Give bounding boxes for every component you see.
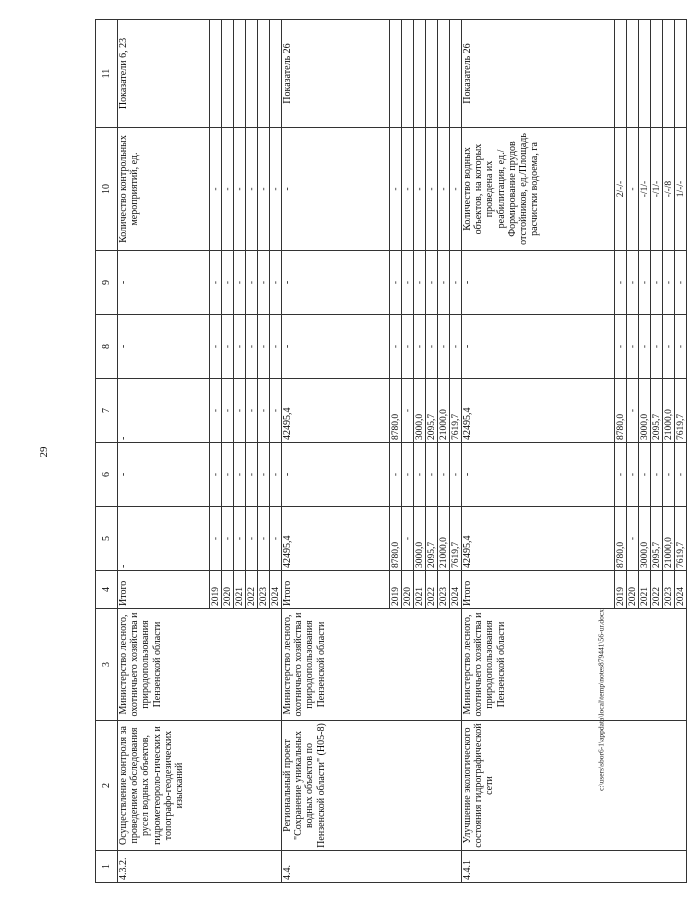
year-cell: 2022 — [246, 571, 258, 609]
column-number-cell: 7 — [96, 379, 118, 443]
amount-cell: 8780,0 — [615, 379, 627, 443]
amount-cell: - — [438, 443, 450, 507]
amount-cell: - — [462, 251, 615, 315]
year-cell: 2024 — [450, 571, 462, 609]
target-cell — [210, 20, 222, 128]
year-cell: 2021 — [234, 571, 246, 609]
indicator-cell: - — [282, 128, 390, 251]
amount-cell: - — [222, 251, 234, 315]
amount-cell: 3000,0 — [414, 507, 426, 571]
indicator-cell: -/1/- — [639, 128, 651, 251]
amount-cell: - — [210, 315, 222, 379]
amount-cell: - — [282, 443, 390, 507]
amount-cell: - — [627, 315, 639, 379]
year-cell: 2020 — [222, 571, 234, 609]
amount-cell: - — [282, 251, 390, 315]
column-number-cell: 2 — [96, 721, 118, 851]
amount-cell: - — [210, 507, 222, 571]
column-number-cell: 11 — [96, 20, 118, 128]
measure-name-cell: Региональный проект "Сохранение уникальных водных объектов по Пензенской области" (Н05-8) — [282, 721, 462, 851]
year-cell: 2023 — [663, 571, 675, 609]
amount-cell: - — [270, 443, 282, 507]
amount-cell: - — [675, 315, 687, 379]
table-row — [462, 20, 615, 883]
amount-cell: 3000,0 — [639, 507, 651, 571]
indicator-cell: - — [234, 128, 246, 251]
amount-cell: - — [627, 251, 639, 315]
amount-cell: - — [675, 443, 687, 507]
amount-cell: - — [222, 507, 234, 571]
amount-cell: 7619,7 — [450, 379, 462, 443]
indicator-cell: - — [438, 128, 450, 251]
amount-cell: 7619,7 — [450, 507, 462, 571]
amount-cell: 8780,0 — [390, 379, 402, 443]
amount-cell: 3000,0 — [414, 379, 426, 443]
amount-cell: 42495,4 — [282, 507, 390, 571]
amount-cell: - — [246, 251, 258, 315]
amount-cell: - — [246, 507, 258, 571]
target-cell — [426, 20, 438, 128]
amount-cell: - — [246, 379, 258, 443]
target-cell — [234, 20, 246, 128]
executor-cell: Министерство лесного, охотничьего хозяйства и природопользования Пензенской области — [462, 609, 687, 721]
measure-name-cell: Улучшение экологического состояния гидрографической сети — [462, 721, 687, 851]
amount-cell: - — [627, 379, 639, 443]
indicator-cell: -/1/- — [651, 128, 663, 251]
indicator-cell: Количество контрольных мероприятий, ед. — [118, 128, 210, 251]
target-cell — [402, 20, 414, 128]
indicator-cell: - — [210, 128, 222, 251]
amount-cell: - — [462, 315, 615, 379]
amount-cell: - — [651, 443, 663, 507]
target-cell — [438, 20, 450, 128]
column-number-cell: 6 — [96, 443, 118, 507]
table-row — [282, 20, 390, 883]
amount-cell: 21000,0 — [438, 379, 450, 443]
amount-cell: - — [258, 379, 270, 443]
amount-cell: 3000,0 — [639, 379, 651, 443]
indicator-cell: - — [414, 128, 426, 251]
amount-cell: - — [639, 443, 651, 507]
column-number-cell: 4 — [96, 571, 118, 609]
amount-cell: - — [270, 379, 282, 443]
item-number-cell: 4.3.2. — [118, 851, 282, 883]
amount-cell: - — [402, 443, 414, 507]
amount-cell: 21000,0 — [663, 379, 675, 443]
measure-name-cell: Осуществление контроля за проведением обследования русел водных объектов, гидрометеороло-гических и топографо-геодезических изысканий — [118, 721, 282, 851]
indicator-cell: - — [402, 128, 414, 251]
amount-cell: - — [258, 443, 270, 507]
target-cell — [651, 20, 663, 128]
amount-cell: - — [390, 251, 402, 315]
year-cell: 2021 — [414, 571, 426, 609]
amount-cell: 42495,4 — [282, 379, 390, 443]
amount-cell: - — [234, 379, 246, 443]
amount-cell: - — [258, 315, 270, 379]
year-cell: Итого — [462, 571, 615, 609]
amount-cell: - — [246, 443, 258, 507]
executor-cell: Министерство лесного, охотничьего хозяйства и природопользования Пензенской области — [282, 609, 462, 721]
amount-cell: - — [426, 443, 438, 507]
amount-cell: - — [390, 443, 402, 507]
year-cell: 2020 — [627, 571, 639, 609]
indicator-cell: - — [270, 128, 282, 251]
amount-cell: 8780,0 — [390, 507, 402, 571]
year-cell: 2024 — [675, 571, 687, 609]
table-row — [118, 20, 210, 883]
indicator-cell: - — [627, 128, 639, 251]
amount-cell: 42495,4 — [462, 507, 615, 571]
amount-cell: - — [234, 315, 246, 379]
indicator-cell: Количество водных объектов, на которых проведена их реабилитация, ед./Формирование прудов отстойников, ед./Площадь расчистки водоема, га — [462, 128, 615, 251]
target-cell: Показатель 26 — [462, 20, 615, 128]
amount-cell: - — [210, 443, 222, 507]
amount-cell: - — [390, 315, 402, 379]
amount-cell: - — [210, 251, 222, 315]
target-cell — [222, 20, 234, 128]
amount-cell: - — [270, 315, 282, 379]
header-row — [96, 20, 118, 883]
amount-cell: - — [462, 443, 615, 507]
year-cell: 2024 — [270, 571, 282, 609]
target-cell — [639, 20, 651, 128]
year-cell: 2019 — [210, 571, 222, 609]
target-cell — [390, 20, 402, 128]
amount-cell: - — [426, 251, 438, 315]
amount-cell: - — [639, 251, 651, 315]
amount-cell: - — [675, 251, 687, 315]
amount-cell: - — [258, 507, 270, 571]
amount-cell: 2095,7 — [651, 379, 663, 443]
amount-cell: 2095,7 — [426, 379, 438, 443]
year-cell: 2022 — [651, 571, 663, 609]
executor-cell: Министерство лесного, охотничьего хозяйства и природопользования Пензенской области — [118, 609, 282, 721]
amount-cell: - — [222, 315, 234, 379]
amount-cell: - — [402, 379, 414, 443]
amount-cell: - — [639, 315, 651, 379]
amount-cell: - — [234, 507, 246, 571]
amount-cell: 42495,4 — [462, 379, 615, 443]
year-cell: 2020 — [402, 571, 414, 609]
indicator-cell: 1/-/- — [675, 128, 687, 251]
amount-cell: - — [615, 251, 627, 315]
amount-cell: 21000,0 — [438, 507, 450, 571]
amount-cell: - — [651, 315, 663, 379]
amount-cell: - — [414, 315, 426, 379]
year-cell: 2022 — [426, 571, 438, 609]
amount-cell: - — [118, 443, 210, 507]
target-cell: Показатели 6, 23 — [118, 20, 210, 128]
item-number-cell: 4.4.1 — [462, 851, 687, 883]
amount-cell: - — [651, 251, 663, 315]
amount-cell: - — [663, 251, 675, 315]
indicator-cell: 2/-/- — [615, 128, 627, 251]
amount-cell: - — [414, 443, 426, 507]
year-cell: 2021 — [639, 571, 651, 609]
column-number-cell: 1 — [96, 851, 118, 883]
indicator-cell: - — [390, 128, 402, 251]
target-cell — [627, 20, 639, 128]
item-number-cell: 4.4. — [282, 851, 462, 883]
year-cell: Итого — [118, 571, 210, 609]
target-cell — [450, 20, 462, 128]
amount-cell: - — [450, 251, 462, 315]
indicator-cell: -/-/8 — [663, 128, 675, 251]
target-cell — [414, 20, 426, 128]
target-cell — [663, 20, 675, 128]
amount-cell: - — [118, 315, 210, 379]
amount-cell: 8780,0 — [615, 507, 627, 571]
amount-cell: - — [627, 507, 639, 571]
amount-cell: - — [402, 507, 414, 571]
amount-cell: 2095,7 — [426, 507, 438, 571]
amount-cell: 7619,7 — [675, 379, 687, 443]
amount-cell: - — [402, 251, 414, 315]
year-cell: 2023 — [438, 571, 450, 609]
target-cell — [615, 20, 627, 128]
amount-cell: 7619,7 — [675, 507, 687, 571]
year-cell: Итого — [282, 571, 390, 609]
amount-cell: - — [118, 251, 210, 315]
target-cell — [246, 20, 258, 128]
amount-cell: - — [663, 443, 675, 507]
indicator-cell: - — [246, 128, 258, 251]
page-number: 29 — [38, 446, 50, 458]
target-cell — [270, 20, 282, 128]
amount-cell: - — [663, 315, 675, 379]
indicator-cell: - — [258, 128, 270, 251]
amount-cell: - — [402, 315, 414, 379]
target-cell: Показатель 26 — [282, 20, 390, 128]
file-path-footer: c:\users\sbor6-1\appdata\local\temp\notes879441\56-ur.docx — [596, 609, 606, 791]
column-number-cell: 5 — [96, 507, 118, 571]
amount-cell: - — [615, 315, 627, 379]
amount-cell: - — [222, 379, 234, 443]
amount-cell: - — [450, 315, 462, 379]
amount-cell: - — [246, 315, 258, 379]
amount-cell: - — [450, 443, 462, 507]
amount-cell: 2095,7 — [651, 507, 663, 571]
year-cell: 2019 — [390, 571, 402, 609]
indicator-cell: - — [450, 128, 462, 251]
amount-cell: - — [426, 315, 438, 379]
amount-cell: - — [222, 443, 234, 507]
column-number-cell: 3 — [96, 609, 118, 721]
amount-cell: - — [234, 251, 246, 315]
target-cell — [675, 20, 687, 128]
amount-cell: - — [118, 379, 210, 443]
amount-cell: 21000,0 — [663, 507, 675, 571]
column-number-cell: 9 — [96, 251, 118, 315]
amount-cell: - — [258, 251, 270, 315]
amount-cell: - — [414, 251, 426, 315]
amount-cell: - — [438, 315, 450, 379]
amount-cell: - — [615, 443, 627, 507]
year-cell: 2023 — [258, 571, 270, 609]
amount-cell: - — [270, 251, 282, 315]
indicator-cell: - — [426, 128, 438, 251]
amount-cell: - — [438, 251, 450, 315]
year-cell: 2019 — [615, 571, 627, 609]
indicator-cell: - — [222, 128, 234, 251]
amount-cell: - — [210, 379, 222, 443]
column-number-cell: 10 — [96, 128, 118, 251]
amount-cell: - — [118, 507, 210, 571]
rotated-table-container — [95, 20, 686, 883]
amount-cell: - — [627, 443, 639, 507]
column-number-cell: 8 — [96, 315, 118, 379]
target-cell — [258, 20, 270, 128]
amount-cell: - — [234, 443, 246, 507]
amount-cell: - — [282, 315, 390, 379]
amount-cell: - — [270, 507, 282, 571]
